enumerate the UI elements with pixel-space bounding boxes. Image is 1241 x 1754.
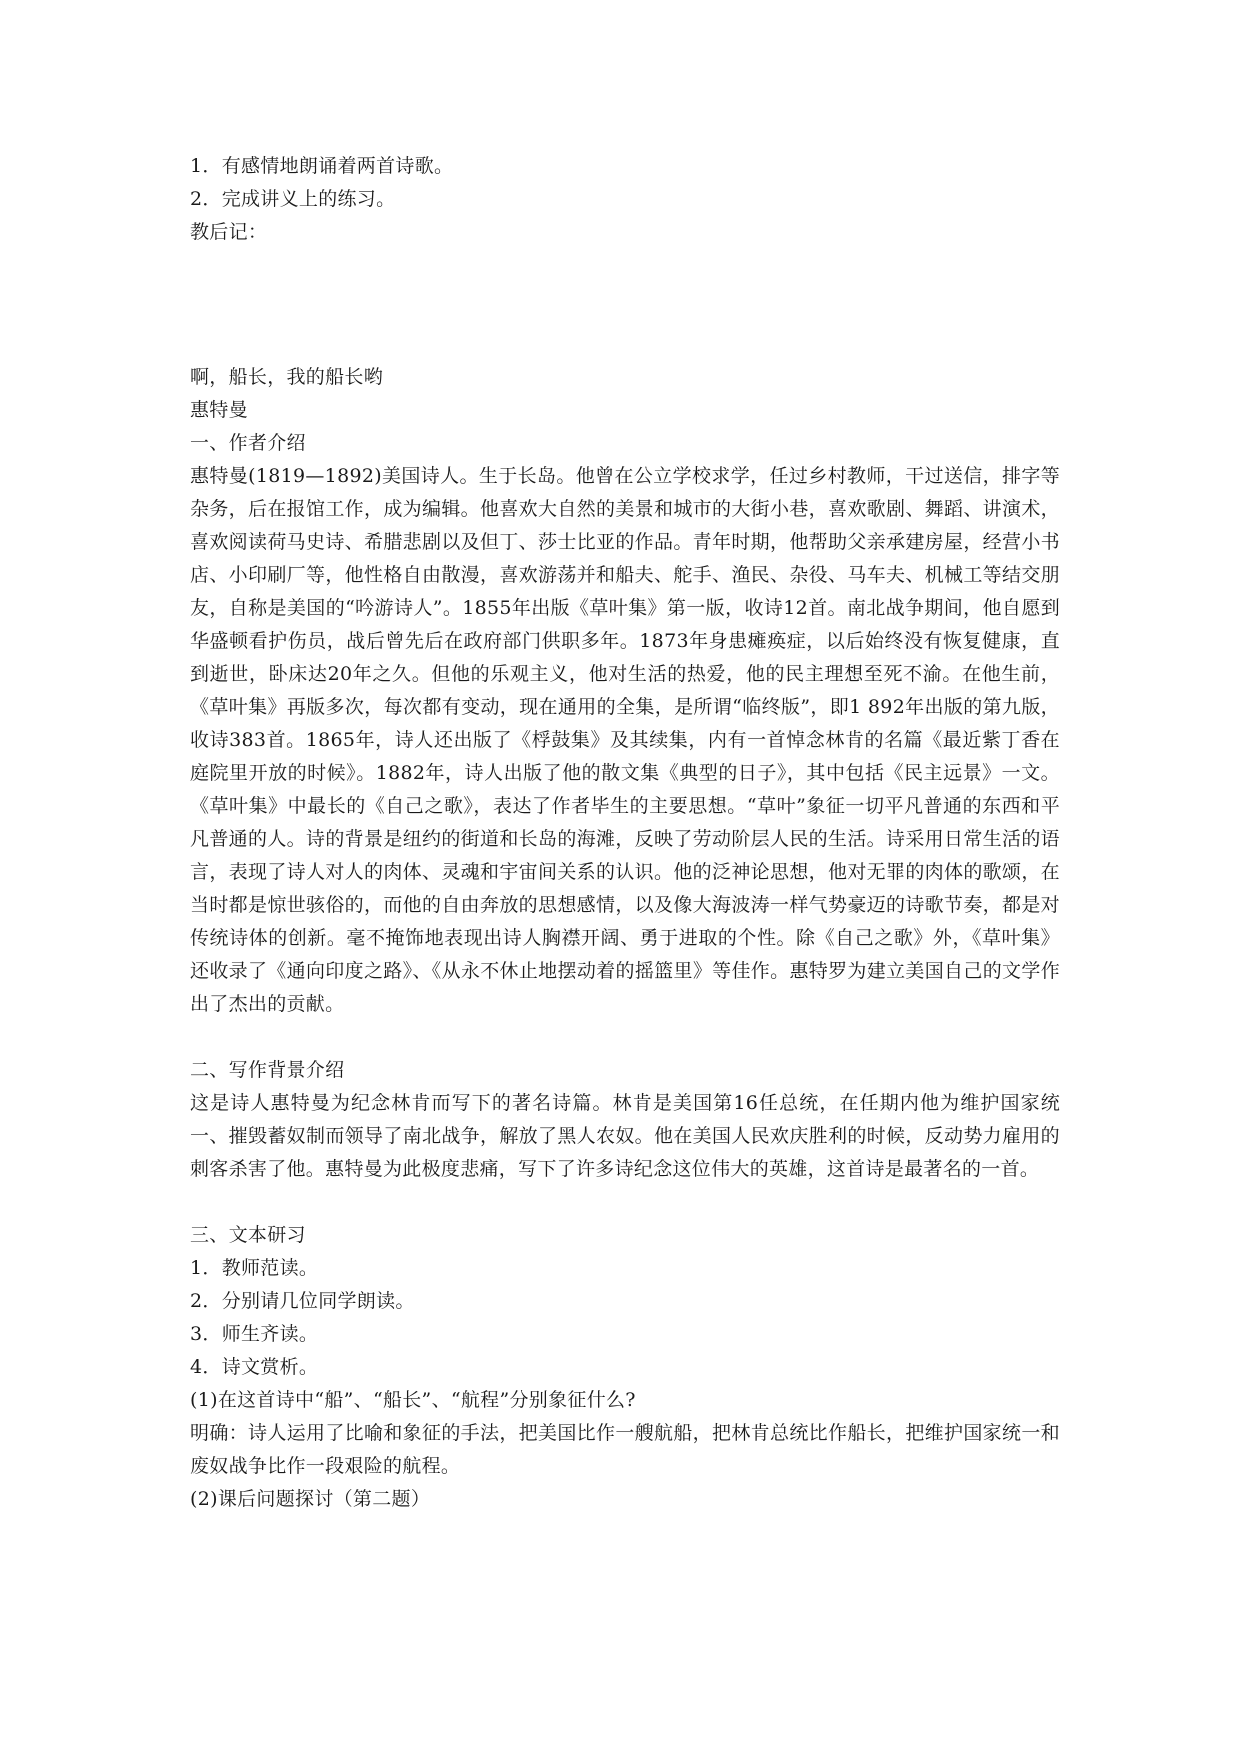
lesson-author: 惠特曼 (190, 399, 248, 421)
section-3-item-1: 1．教师范读。 (190, 1257, 319, 1279)
homework-item-1: 1．有感情地朗诵着两首诗歌。 (190, 155, 454, 177)
section-3-item-4: 4．诗文赏析。 (190, 1356, 319, 1378)
section-2-body: 这是诗人惠特曼为纪念林肯而写下的著名诗篇。林肯是美国第16任总统，在任期内他为维护国家统一、摧毁蓄奴制而领导了南北战争，解放了黑人农奴。他在美国人民欢庆胜利的时候，反动势力雇用的刺客杀害了他。惠特曼为此极度悲痛，写下了许多诗纪念这位伟大的英雄，这首诗是最著名的一首。 (190, 1092, 1060, 1180)
spacer (190, 1021, 1060, 1054)
spacer (190, 1186, 1060, 1219)
section-3-heading: 三、文本研习 (190, 1224, 306, 1246)
question-1: (1)在这首诗中“船”、“船长”、“航程”分别象征什么? (190, 1389, 636, 1411)
section-1-heading: 一、作者介绍 (190, 432, 306, 454)
lesson-title: 啊，船长，我的船长哟 (190, 366, 384, 388)
section-3-item-3: 3．师生齐读。 (190, 1323, 319, 1345)
homework-item-2: 2．完成讲义上的练习。 (190, 188, 396, 210)
section-2-heading: 二、写作背景介绍 (190, 1059, 345, 1081)
question-2: (2)课后问题探讨（第二题） (190, 1488, 431, 1510)
section-3-item-2: 2．分别请几位同学朗读。 (190, 1290, 415, 1312)
answer-1: 明确：诗人运用了比喻和象征的手法，把美国比作一艘航船，把林肯总统比作船长，把维护国家统一和废奴战争比作一段艰险的航程。 (190, 1422, 1060, 1477)
document-content (190, 150, 1060, 1516)
section-1-body: 惠特曼(1819—1892)美国诗人。生于长岛。他曾在公立学校求学，任过乡村教师，干过送信，排字等杂务，后在报馆工作，成为编辑。他喜欢大自然的美景和城市的大街小巷，喜欢歌剧、舞蹈、讲演术，喜欢阅读荷马史诗、希腊悲剧以及但丁、莎士比亚的作品。青年时期，他帮助父亲承建房屋，经营小书店、小印刷厂等，他性格自由散漫，喜欢游荡并和船夫、舵手、渔民、杂役、马车夫、机械工等结交朋友，自称是美国的“吟游诗人”。1855年出版《草叶集》第一版，收诗12首。南北战争期间，他自愿到华盛顿看护伤员，战后曾先后在政府部门供职多年。1873年身患瘫痪症，以后始终没有恢复健康，直到逝世，卧床达20年之久。但他的乐观主义，他对生活的热爱，他的民主理想至死不渝。在他生前，《草叶集》再版多次，每次都有变动，现在通用的全集，是所谓“临终版”，即1 892年出版的第九版，收诗383首。1865年，诗人还出版了《桴鼓集》及其续集，内有一首悼念林肯的名篇《最近紫丁香在庭院里开放的时候》。1882年，诗人出版了他的散文集《典型的日子》，其中包括《民主远景》一文。《草叶集》中最长的《自己之歌》，表达了作者毕生的主要思想。“草叶”象征一切平凡普通的东西和平凡普通的人。诗的背景是纽约的街道和长岛的海滩，反映了劳动阶层人民的生活。诗采用日常生活的语言，表现了诗人对人的肉体、灵魂和宇宙间关系的认识。他的泛神论思想，他对无罪的肉体的歌颂，在当时都是惊世骇俗的，而他的自由奔放的思想感情，以及像大海波涛一样气势豪迈的诗歌节奏，都是对传统诗体的创新。毫不掩饰地表现出诗人胸襟开阔、勇于进取的个性。除《自己之歌》外，《草叶集》还收录了《通向印度之路》、《从永不休止地摆动着的摇篮里》等佳作。惠特罗为建立美国自己的文学作出了杰出的贡献。 (190, 465, 1060, 1015)
reflection-label: 教后记： (190, 221, 268, 243)
spacer (190, 249, 1060, 361)
